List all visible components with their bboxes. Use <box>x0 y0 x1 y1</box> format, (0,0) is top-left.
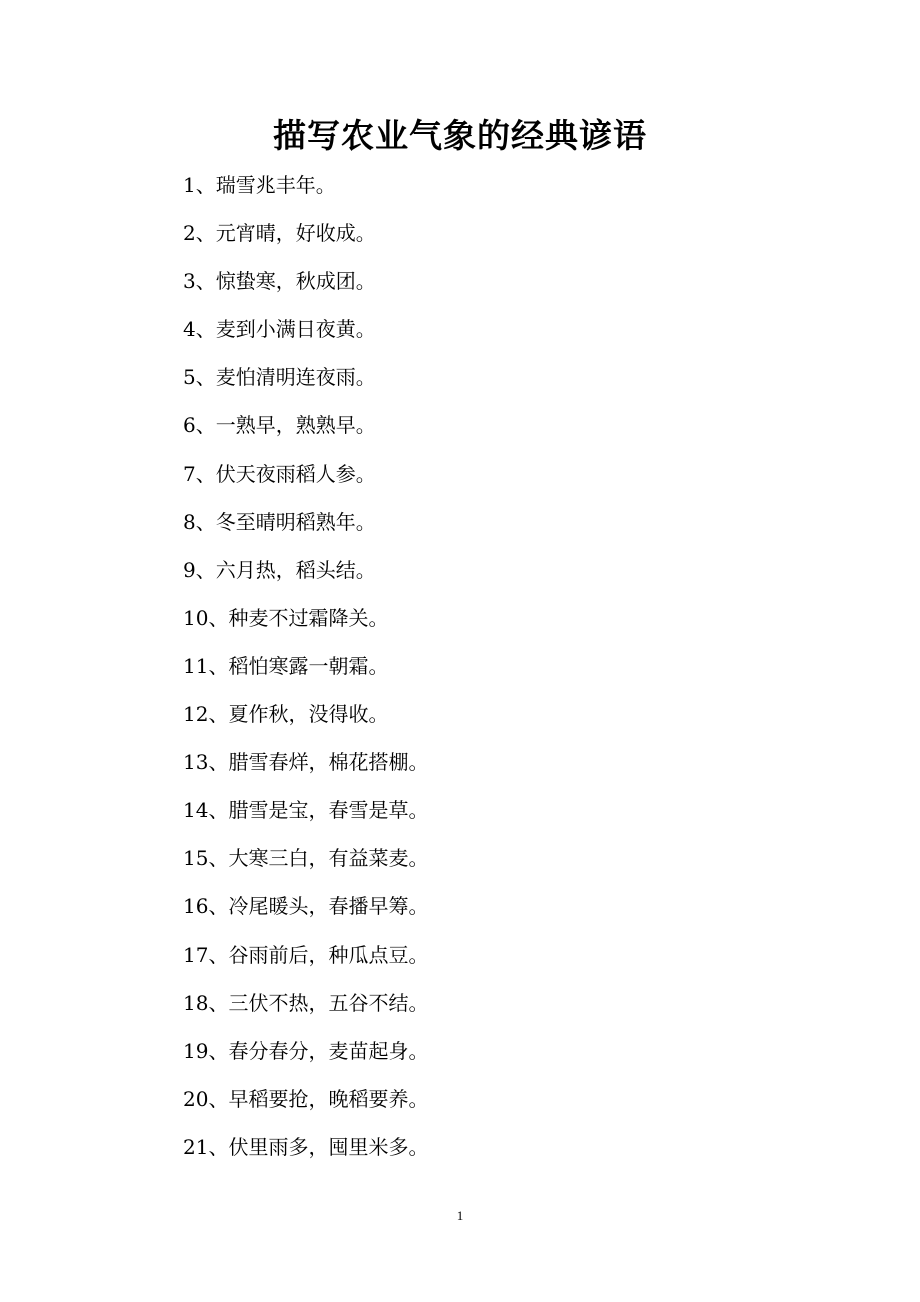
list-item: 10、种麦不过霜降关。 <box>183 605 389 630</box>
list-item: 20、早稻要抢，晚稻要养。 <box>183 1086 429 1111</box>
list-item: 18、三伏不热，五谷不结。 <box>183 990 429 1015</box>
list-item: 12、夏作秋，没得收。 <box>183 702 389 727</box>
page-title: 描写农业气象的经典谚语 <box>273 116 647 155</box>
proverb-list <box>183 169 783 1179</box>
list-item: 15、大寒三白，有益菜麦。 <box>183 846 429 871</box>
list-item: 21、伏里雨多，囤里米多。 <box>183 1134 429 1159</box>
list-item: 16、冷尾暖头，春播早筹。 <box>183 894 429 919</box>
list-item: 2、元宵晴，好收成。 <box>183 221 376 246</box>
list-item: 6、一熟早，熟熟早。 <box>183 413 376 438</box>
list-item: 14、腊雪是宝，春雪是草。 <box>183 798 429 823</box>
list-item: 4、麦到小满日夜黄。 <box>183 317 376 342</box>
list-item: 17、谷雨前后，种瓜点豆。 <box>183 942 429 967</box>
list-item: 13、腊雪春烊，棉花搭棚。 <box>183 750 429 775</box>
list-item: 8、冬至晴明稻熟年。 <box>183 509 376 534</box>
list-item: 7、伏天夜雨稻人参。 <box>183 461 376 486</box>
list-item: 19、春分春分，麦苗起身。 <box>183 1038 429 1063</box>
list-item: 5、麦怕清明连夜雨。 <box>183 365 376 390</box>
page-number: 1 <box>456 1208 464 1223</box>
list-item: 1、瑞雪兆丰年。 <box>183 173 336 197</box>
list-item: 3、惊蛰寒，秋成团。 <box>183 269 376 294</box>
list-item: 11、稻怕寒露一朝霜。 <box>183 653 389 678</box>
list-item: 9、六月热，稻头结。 <box>183 557 376 582</box>
